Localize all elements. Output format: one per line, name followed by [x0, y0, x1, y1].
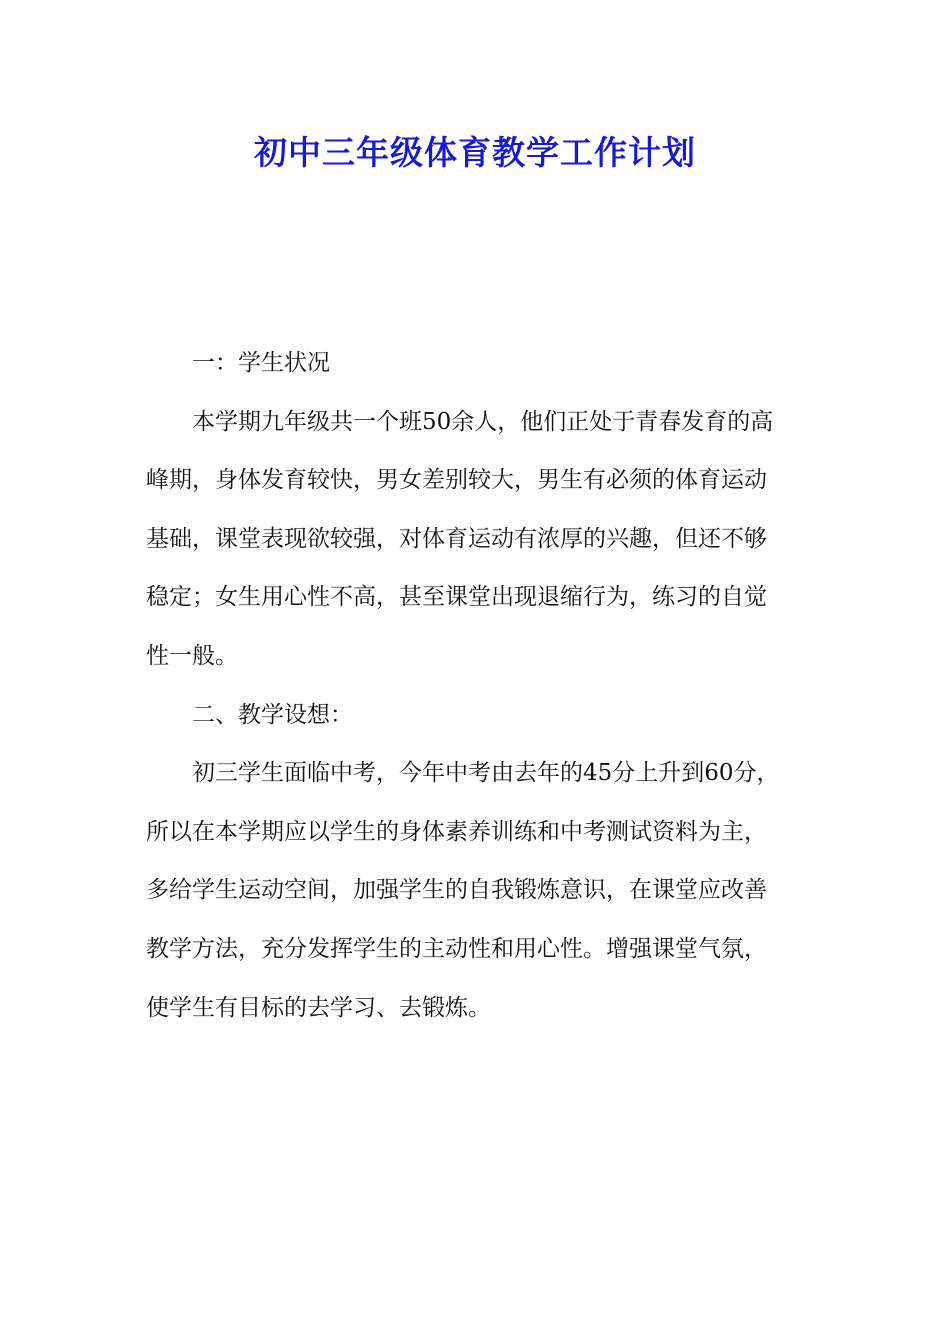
paragraph-line: 性一般。 [146, 642, 238, 669]
paragraph-line: 使学生有目标的去学习、去锻炼。 [146, 994, 491, 1021]
document-body [146, 334, 810, 1037]
paragraph-line: 基础，课堂表现欲较强，对体育运动有浓厚的兴趣，但还不够 [146, 525, 767, 552]
section-heading-student-status: 一：学生状况 [192, 350, 330, 376]
paragraph-line: 本学期九年级共一个班50余人，他们正处于青春发育的高 [192, 408, 774, 435]
document-title: 初中三年级体育教学工作计划 [254, 133, 696, 172]
paragraph-line: 多给学生运动空间，加强学生的自我锻炼意识，在课堂应改善 [146, 877, 767, 904]
paragraph-line: 稳定；女生用心性不高，甚至课堂出现退缩行为，练习的自觉 [146, 584, 767, 611]
paragraph-line: 初三学生面临中考，今年中考由去年的45分上升到60分， [192, 760, 780, 787]
paragraph-line: 所以在本学期应以学生的身体素养训练和中考测试资料为主， [146, 818, 767, 845]
paragraph-line: 峰期，身体发育较快，男女差别较大，男生有必须的体育运动 [146, 467, 767, 494]
section-heading-teaching-plan: 二、教学设想： [192, 701, 353, 728]
paragraph-line: 教学方法，充分发挥学生的主动性和用心性。增强课堂气氛， [146, 935, 767, 962]
